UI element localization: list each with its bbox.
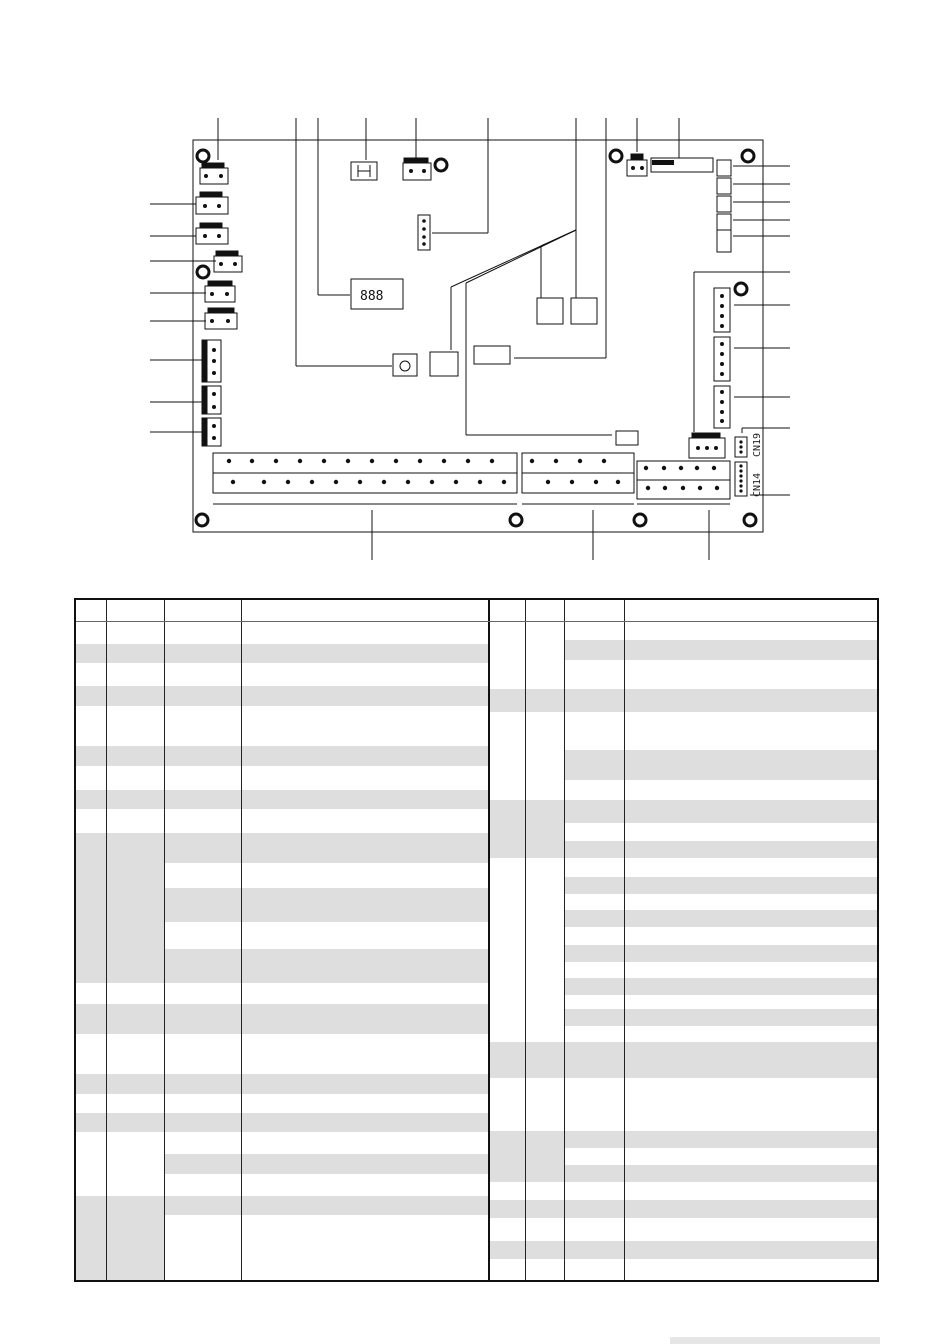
table-row bbox=[564, 1009, 877, 1026]
connector-label-cn19: CN19 bbox=[752, 432, 763, 457]
terminal-pins bbox=[203, 166, 743, 493]
column-divider bbox=[624, 600, 625, 1280]
column-divider bbox=[564, 600, 565, 1280]
column-divider bbox=[488, 600, 490, 1280]
table-row bbox=[488, 689, 877, 712]
top-components bbox=[200, 154, 713, 445]
column-divider bbox=[106, 600, 107, 1280]
column-divider bbox=[525, 600, 526, 1280]
display-digits: 888 bbox=[360, 289, 384, 304]
table-row bbox=[76, 833, 164, 983]
table-row bbox=[564, 910, 877, 927]
table-row bbox=[564, 640, 877, 660]
table-row bbox=[564, 978, 877, 995]
table-row bbox=[76, 1113, 489, 1132]
header-rule bbox=[76, 621, 877, 622]
right-callout-lines bbox=[694, 166, 790, 495]
table-row bbox=[564, 877, 877, 894]
table-row bbox=[76, 746, 489, 766]
page-footer-bar bbox=[670, 1337, 880, 1344]
table-row bbox=[564, 1165, 877, 1182]
top-callout-lines bbox=[218, 118, 679, 435]
column-divider bbox=[241, 600, 242, 1280]
table-row bbox=[564, 750, 877, 780]
table-row bbox=[564, 841, 877, 858]
table-row bbox=[488, 1042, 877, 1078]
table-row bbox=[488, 1241, 877, 1259]
table-row bbox=[76, 1074, 489, 1094]
connector-label-cn14: CN14 bbox=[752, 472, 763, 497]
bottom-callout-lines bbox=[372, 510, 709, 560]
column-divider bbox=[164, 600, 165, 1280]
spec-table bbox=[74, 598, 879, 1282]
table-row bbox=[76, 1004, 489, 1034]
table-row bbox=[76, 686, 489, 706]
pcb-layout-diagram bbox=[0, 0, 950, 600]
right-connectors bbox=[689, 160, 747, 496]
left-connectors bbox=[196, 192, 242, 446]
table-row bbox=[76, 644, 489, 663]
table-row bbox=[76, 790, 489, 809]
table-row bbox=[488, 800, 564, 858]
terminal-blocks bbox=[213, 453, 730, 504]
table-row bbox=[76, 1196, 164, 1280]
table-row bbox=[564, 945, 877, 962]
mounting-holes bbox=[196, 150, 756, 526]
table-row bbox=[488, 1131, 564, 1182]
table-row bbox=[488, 1200, 877, 1218]
table-row bbox=[164, 1154, 489, 1174]
